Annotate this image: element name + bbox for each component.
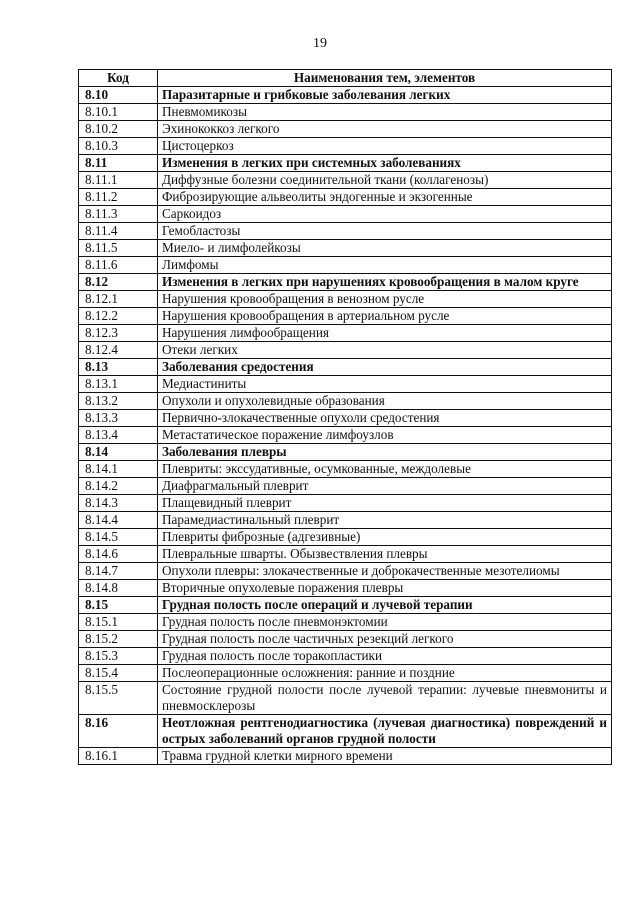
row-name: Саркоидоз [158, 206, 612, 223]
row-code: 8.14.4 [79, 512, 158, 529]
row-code: 8.15.2 [79, 631, 158, 648]
table-row [79, 427, 612, 444]
row-name: Медиастиниты [158, 376, 612, 393]
row-name: Состояние грудной полости после лучевой терапии: лучевые пневмониты и пневмосклерозы [158, 682, 612, 715]
table-row [79, 104, 612, 121]
table-row [79, 206, 612, 223]
row-name: Цистоцеркоз [158, 138, 612, 155]
table-row [79, 546, 612, 563]
row-name: Изменения в легких при системных заболеваниях [158, 155, 612, 172]
row-code: 8.16.1 [79, 748, 158, 765]
row-name: Изменения в легких при нарушениях кровообращения в малом круге [158, 274, 612, 291]
table-row [79, 291, 612, 308]
table-row [79, 648, 612, 665]
table-row [79, 478, 612, 495]
table-row [79, 87, 612, 104]
row-name: Неотложная рентгенодиагностика (лучевая диагностика) повреждений и острых заболеваний органов грудной полости [158, 715, 612, 748]
row-name: Вторичные опухолевые поражения плевры [158, 580, 612, 597]
table-row [79, 376, 612, 393]
row-name: Грудная полость после частичных резекций легкого [158, 631, 612, 648]
table-row [79, 274, 612, 291]
row-code: 8.13.3 [79, 410, 158, 427]
table-row [79, 189, 612, 206]
row-name: Диафрагмальный плеврит [158, 478, 612, 495]
topics-table [78, 69, 612, 765]
table-row [79, 529, 612, 546]
row-code: 8.12.2 [79, 308, 158, 325]
row-code: 8.10.2 [79, 121, 158, 138]
table-row [79, 172, 612, 189]
row-name: Плевральные шварты. Обызвествления плевры [158, 546, 612, 563]
row-name: Эхинококкоз легкого [158, 121, 612, 138]
row-code: 8.12.3 [79, 325, 158, 342]
row-code: 8.14.7 [79, 563, 158, 580]
row-code: 8.11.4 [79, 223, 158, 240]
table-row [79, 748, 612, 765]
row-name: Гемобластозы [158, 223, 612, 240]
row-name: Отеки легких [158, 342, 612, 359]
table-row [79, 393, 612, 410]
table-row [79, 597, 612, 614]
row-code: 8.15.5 [79, 682, 158, 715]
row-code: 8.13.2 [79, 393, 158, 410]
row-code: 8.13 [79, 359, 158, 376]
table-row [79, 715, 612, 748]
table-row [79, 495, 612, 512]
row-code: 8.15 [79, 597, 158, 614]
table-row [79, 580, 612, 597]
table-row [79, 614, 612, 631]
table-row [79, 410, 612, 427]
row-code: 8.11 [79, 155, 158, 172]
row-name: Послеоперационные осложнения: ранние и поздние [158, 665, 612, 682]
table-row [79, 461, 612, 478]
table-row [79, 240, 612, 257]
row-name: Первично-злокачественные опухоли средостения [158, 410, 612, 427]
row-name: Пневмомикозы [158, 104, 612, 121]
row-code: 8.13.4 [79, 427, 158, 444]
row-code: 8.10.3 [79, 138, 158, 155]
row-code: 8.13.1 [79, 376, 158, 393]
row-name: Фиброзирующие альвеолиты эндогенные и экзогенные [158, 189, 612, 206]
row-name: Диффузные болезни соединительной ткани (коллагенозы) [158, 172, 612, 189]
row-name: Нарушения кровообращения в венозном русле [158, 291, 612, 308]
table-row [79, 444, 612, 461]
row-code: 8.11.5 [79, 240, 158, 257]
row-code: 8.15.1 [79, 614, 158, 631]
page-number: 19 [313, 36, 327, 51]
row-code: 8.14.1 [79, 461, 158, 478]
table-row [79, 512, 612, 529]
row-name: Плевриты фиброзные (адгезивные) [158, 529, 612, 546]
row-code: 8.16 [79, 715, 158, 748]
row-name: Опухоли и опухолевидные образования [158, 393, 612, 410]
table-row [79, 325, 612, 342]
table-row [79, 342, 612, 359]
row-name: Грудная полость после операций и лучевой терапии [158, 597, 612, 614]
row-name: Паразитарные и грибковые заболевания легких [158, 87, 612, 104]
table-row [79, 682, 612, 715]
table-row [79, 359, 612, 376]
row-code: 8.14.8 [79, 580, 158, 597]
table-row [79, 563, 612, 580]
row-name: Травма грудной клетки мирного времени [158, 748, 612, 765]
row-code: 8.12.4 [79, 342, 158, 359]
table-body [79, 87, 612, 765]
row-code: 8.14.5 [79, 529, 158, 546]
row-name: Заболевания плевры [158, 444, 612, 461]
row-name: Плевриты: экссудативные, осумкованные, междолевые [158, 461, 612, 478]
column-header-code: Код [79, 70, 158, 87]
row-name: Нарушения лимфообращения [158, 325, 612, 342]
row-code: 8.11.6 [79, 257, 158, 274]
table-row [79, 257, 612, 274]
row-code: 8.14.6 [79, 546, 158, 563]
row-code: 8.11.1 [79, 172, 158, 189]
column-header-name: Наименования тем, элементов [158, 70, 612, 87]
row-code: 8.11.3 [79, 206, 158, 223]
row-name: Миело- и лимфолейкозы [158, 240, 612, 257]
table-row [79, 121, 612, 138]
table-row [79, 138, 612, 155]
row-code: 8.14.3 [79, 495, 158, 512]
table-row [79, 308, 612, 325]
row-name: Опухоли плевры: злокачественные и доброкачественные мезотелиомы [158, 563, 612, 580]
row-name: Метастатическое поражение лимфоузлов [158, 427, 612, 444]
row-name: Грудная полость после торакопластики [158, 648, 612, 665]
row-name: Плащевидный плеврит [158, 495, 612, 512]
row-code: 8.15.4 [79, 665, 158, 682]
row-name: Грудная полость после пневмонэктомии [158, 614, 612, 631]
row-name: Лимфомы [158, 257, 612, 274]
row-code: 8.11.2 [79, 189, 158, 206]
row-code: 8.14.2 [79, 478, 158, 495]
row-code: 8.10 [79, 87, 158, 104]
table-header-row [79, 70, 612, 87]
row-code: 8.12 [79, 274, 158, 291]
table-row [79, 223, 612, 240]
row-name: Парамедиастинальный плеврит [158, 512, 612, 529]
row-code: 8.12.1 [79, 291, 158, 308]
row-code: 8.10.1 [79, 104, 158, 121]
row-name: Нарушения кровообращения в артериальном русле [158, 308, 612, 325]
table-row [79, 631, 612, 648]
table-row [79, 155, 612, 172]
row-code: 8.14 [79, 444, 158, 461]
row-code: 8.15.3 [79, 648, 158, 665]
table-row [79, 665, 612, 682]
row-name: Заболевания средостения [158, 359, 612, 376]
